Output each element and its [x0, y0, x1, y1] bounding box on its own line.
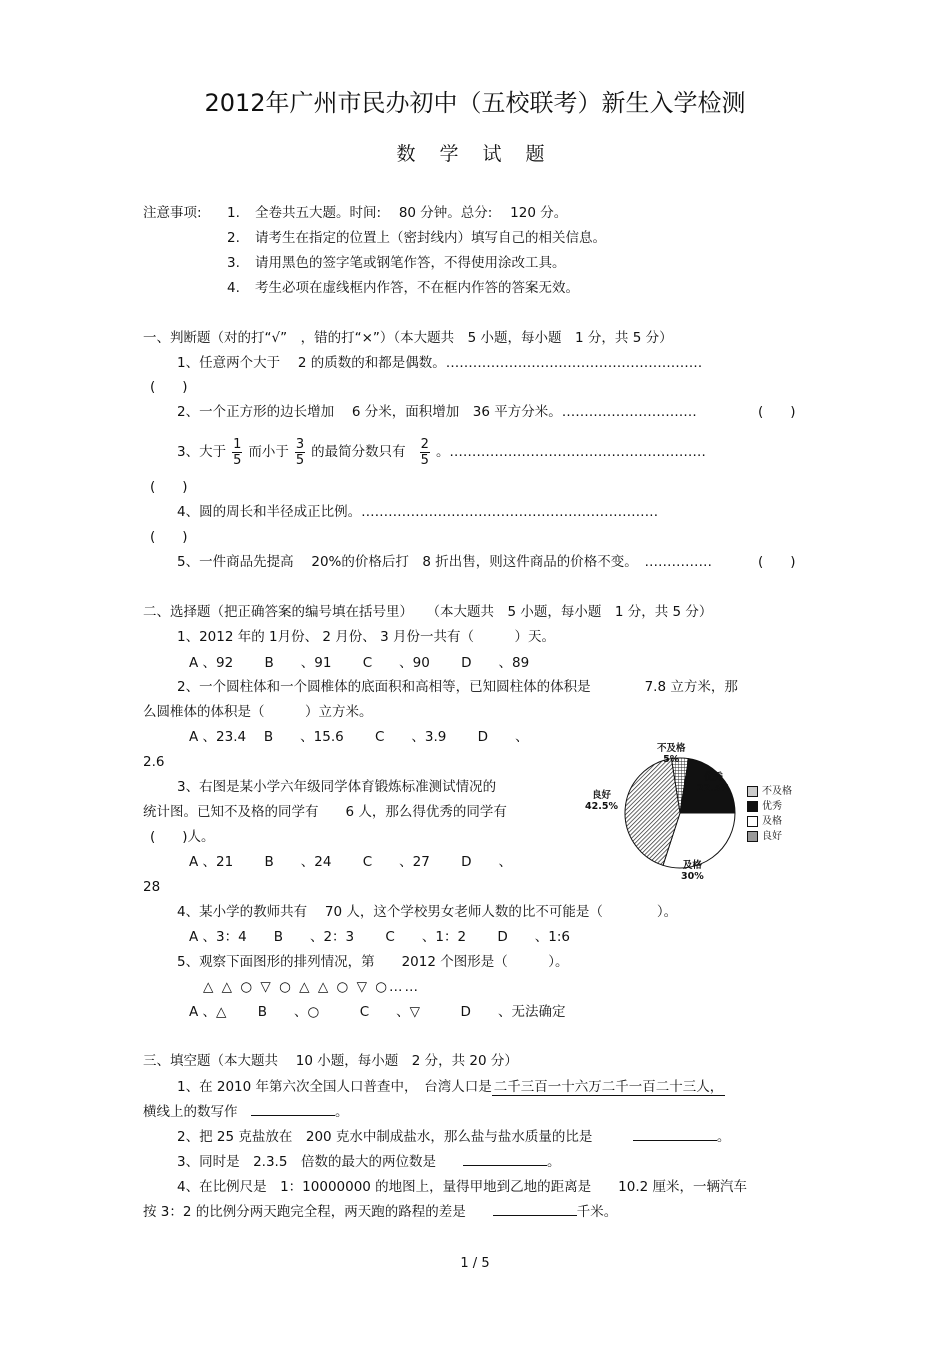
- legend-item-good: 良好: [747, 829, 792, 844]
- answer-blank[interactable]: [251, 1103, 335, 1116]
- s2-q4-options: A 、3：4 B 、2：3 C 、1：2 D 、1:6: [189, 929, 570, 945]
- section3-heading: 三、填空题（本大题共 10 小题，每小题 2 分，共 20 分）: [143, 1053, 518, 1069]
- fraction-3-5: $\frac{3}{5}$: [295, 436, 305, 468]
- pie-label-good: 良好 42.5%: [585, 790, 618, 812]
- s1-q3-answer-paren: ( ): [150, 479, 188, 495]
- s2-q1-options: A 、92 B 、91 C 、90 D 、89: [189, 655, 530, 671]
- answer-blank[interactable]: [493, 1203, 577, 1216]
- s1-q1: 1、任意两个大于 2 的质数的和都是偶数。…………………………………………………: [177, 355, 703, 371]
- notes-label: 注意事项:: [143, 205, 202, 221]
- s2-q1: 1、2012 年的 1月份、 2 月份、 3 月份一共有（ ）天。: [177, 629, 555, 645]
- s3-q2: 2、把 25 克盐放在 200 克水中制成盐水，那么盐与盐水质量的比是 。: [177, 1129, 731, 1145]
- note-text-2: 请考生在指定的位置上（密封线内）填写自己的相关信息。: [255, 230, 606, 246]
- answer-blank[interactable]: [633, 1128, 717, 1141]
- s1-q2: 2、一个正方形的边长增加 6 分米，面积增加 36 平方分米。…………………………: [177, 404, 697, 420]
- note-text-3: 请用黑色的签字笔或钢笔作答，不得使用涂改工具。: [255, 255, 566, 271]
- s1-q3: [177, 434, 706, 470]
- page-title: 2012年广州市民办初中（五校联考）新生入学检测: [204, 89, 746, 117]
- note-num-2: 2.: [227, 230, 240, 246]
- section1-heading: 一、判断题（对的打“√” ，错的打“×”）（本大题共 5 小题，每小题 1 分，共 5 分）: [143, 330, 673, 346]
- s1-q5-answer-paren: ( ): [758, 554, 796, 570]
- s1-q5: 5、一件商品先提高 20%的价格后打 8 折出售，则这件商品的价格不变。 ……………: [177, 554, 713, 570]
- note-text-1: 全卷共五大题。时间: 80 分钟。总分: 120 分。: [255, 205, 568, 221]
- s1-q4-answer-paren: ( ): [150, 529, 188, 545]
- legend-swatch: [747, 786, 758, 797]
- s3-q4-line1: 4、在比例尺是 1：10000000 的地图上，量得甲地到乙地的距离是 10.2 厘米，一辆汽车: [177, 1179, 748, 1195]
- legend-item-fail: 不及格: [747, 784, 792, 799]
- s1-q3-text-b: 而小于: [248, 444, 289, 460]
- s2-q5-options: A 、△ B 、○ C 、▽ D 、无法确定: [189, 1004, 566, 1020]
- s1-q3-text-a: 3、大于: [177, 444, 227, 460]
- s1-q3-text-d: 。…………………………………………………: [435, 444, 706, 460]
- legend-swatch: [747, 831, 758, 842]
- s2-q2-line2: 么圆椎体的体积是（ ）立方米。: [143, 704, 373, 720]
- s1-q4: 4、圆的周长和半径成正比例。…………………………………………………………: [177, 504, 659, 520]
- pie-label-excellent: 优秀 22.5%: [697, 772, 730, 794]
- page-subtitle: 数 学 试 题: [396, 143, 554, 165]
- s2-q3-option-d: 28: [143, 879, 161, 895]
- s3-q4-line2: 按 3：2 的比例分两天跑完全程，两天跑的路程的差是 千米。: [143, 1204, 618, 1220]
- fraction-1-5: $\frac{1}{5}$: [233, 436, 242, 468]
- s2-q3-options: A 、21 B 、24 C 、27 D 、: [189, 854, 513, 870]
- legend-item-excellent: 优秀: [747, 799, 792, 814]
- s3-q1-line2: 横线上的数写作 。: [143, 1104, 349, 1120]
- pie-chart: [585, 740, 805, 890]
- pie-legend: [747, 784, 792, 844]
- s2-q2-option-d: 2.6: [143, 754, 165, 770]
- pie-label-pass: 及格 30%: [681, 860, 704, 882]
- s2-q5: 5、观察下面图形的排列情况，第 2012 个图形是（ ）。: [177, 954, 569, 970]
- s2-q2-options: A 、23.4 B 、15.6 C 、3.9 D 、: [189, 729, 529, 745]
- s3-q1: 1、在 2010 年第六次全国人口普查中， 台湾人口是 二千三百一十六万二千一百二十三人，: [177, 1079, 724, 1095]
- section2-heading: 二、选择题（把正确答案的编号填在括号里） （本大题共 5 小题，每小题 1 分，共 5 分）: [143, 604, 713, 620]
- s2-q3-line3: ( )人。: [150, 829, 215, 845]
- s1-q2-answer-paren: ( ): [758, 404, 796, 420]
- note-num-3: 3.: [227, 255, 240, 271]
- s2-q2-line1: 2、一个圆柱体和一个圆椎体的底面积和高相等，已知圆柱体的体积是 7.8 立方米，那: [177, 679, 738, 695]
- note-text-4: 考生必项在虚线框内作答，不在框内作答的答案无效。: [255, 280, 579, 296]
- legend-swatch: [747, 801, 758, 812]
- page-number: 1 / 5: [460, 1256, 490, 1271]
- s2-q4: 4、某小学的教师共有 70 人，这个学校男女老师人数的比不可能是（ ）。: [177, 904, 678, 920]
- s2-q3-line2: 统计图。已知不及格的同学有 6 人，那么得优秀的同学有: [143, 804, 507, 820]
- s1-q1-answer-paren: ( ): [150, 379, 188, 395]
- s3-q1-underlined-number: 二千三百一十六万二千一百二十三人，: [493, 1079, 724, 1095]
- s2-q5-shape-sequence: △ △ ○ ▽ ○ △ △ ○ ▽ ○……: [203, 979, 421, 995]
- legend-item-pass: 及格: [747, 814, 792, 829]
- legend-swatch: [747, 816, 758, 827]
- s3-q3: 3、同时是 2.3.5 倍数的最大的两位数是 。: [177, 1154, 561, 1170]
- note-num-1: 1.: [227, 205, 240, 221]
- pie-label-fail: 不及格 5%: [657, 743, 686, 765]
- fraction-2-5: $\frac{2}{5}$: [420, 436, 429, 468]
- answer-blank[interactable]: [463, 1153, 547, 1166]
- note-num-4: 4.: [227, 280, 240, 296]
- s1-q3-text-c: 的最简分数只有: [311, 444, 406, 460]
- s2-q3-line1: 3、右图是某小学六年级同学体育锻炼标准测试情况的: [177, 779, 497, 795]
